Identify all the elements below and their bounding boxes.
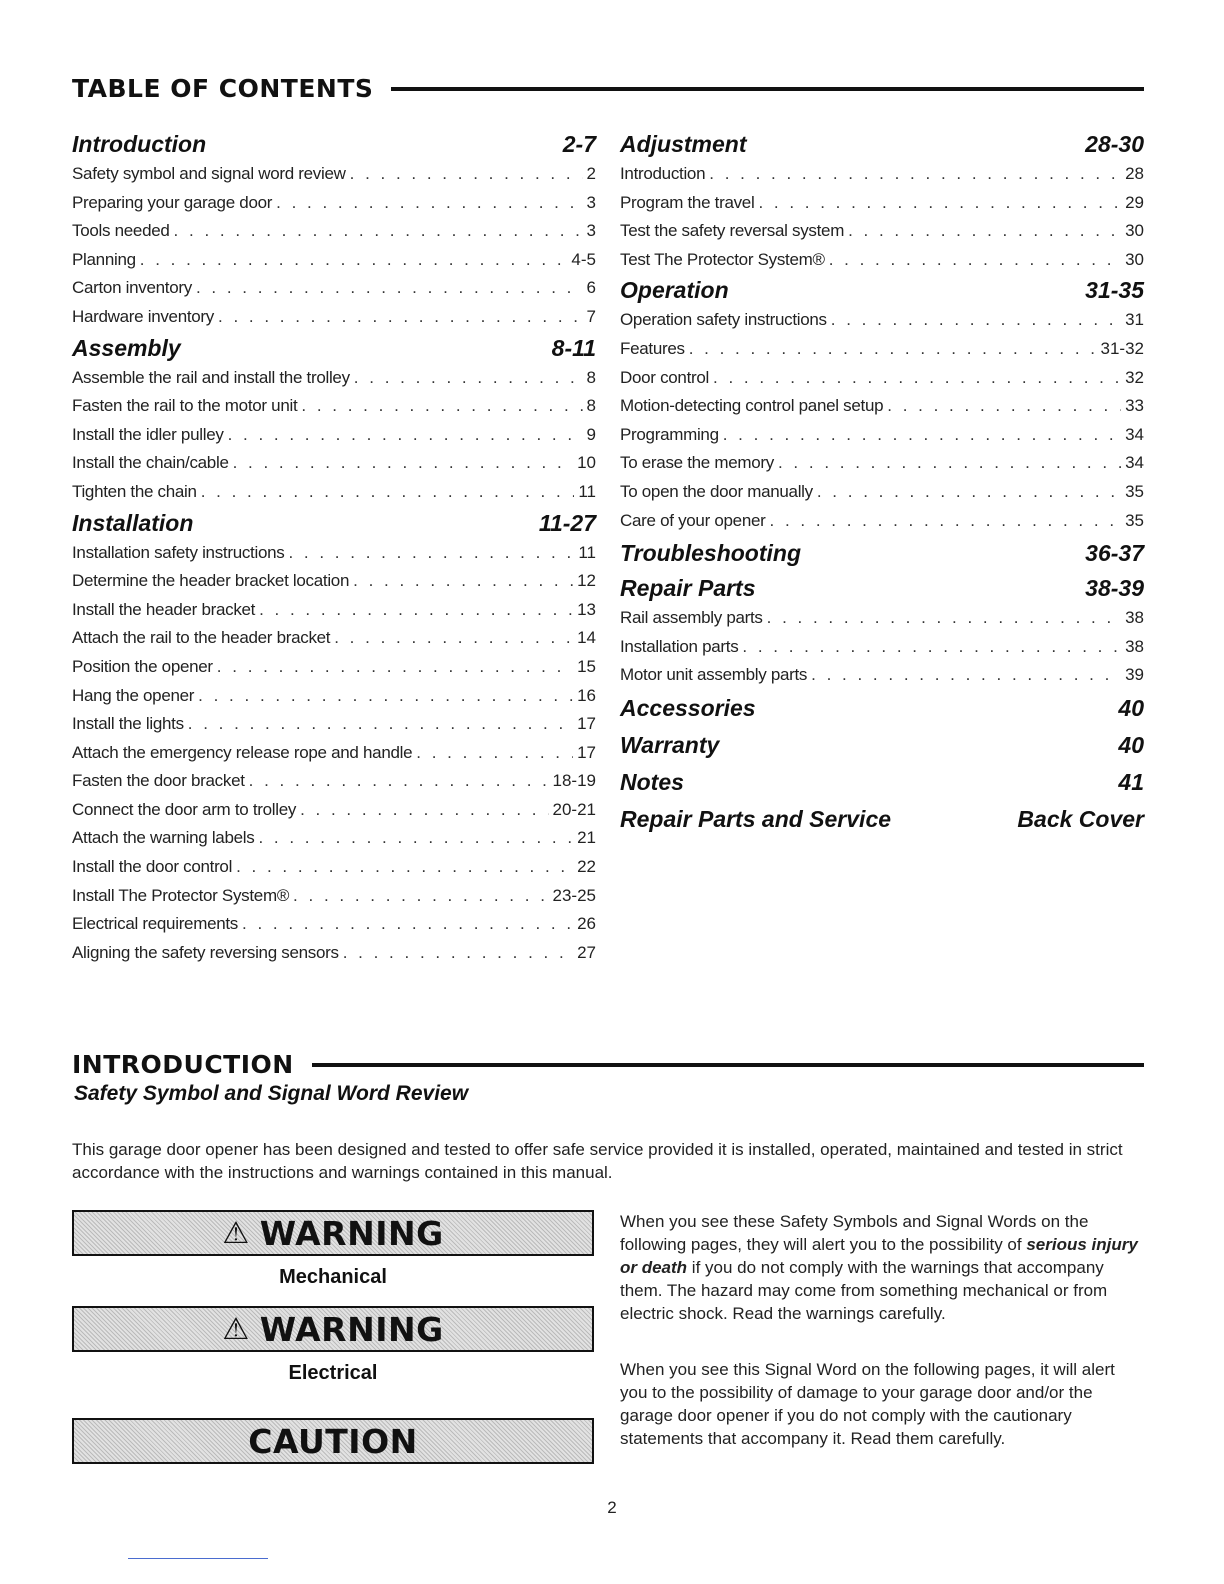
toc-dot-leader: [689, 335, 1097, 364]
toc-dot-leader: [350, 160, 583, 189]
toc-dot-leader: [758, 189, 1121, 218]
toc-dot-leader: [709, 160, 1121, 189]
toc-entry: [72, 160, 596, 189]
toc-entry-label: Features: [620, 338, 685, 358]
toc-section-heading: [72, 507, 596, 539]
toc-entry: [72, 364, 596, 393]
toc-entry-label: Test The Protector System®: [620, 249, 825, 269]
toc-section-heading: [620, 128, 1144, 160]
toc-entry: [72, 853, 596, 882]
toc-entry-label: Install the door control: [72, 857, 233, 877]
toc-dot-leader: [887, 392, 1121, 421]
toc-dot-leader: [288, 539, 574, 568]
toc-dot-leader: [174, 217, 583, 246]
toc-entry: [72, 939, 596, 968]
toc-entry: [620, 217, 1144, 246]
toc-entry-label: Care of your opener: [620, 510, 766, 530]
toc-entry: [620, 478, 1144, 507]
toc-entry-label: Door control: [620, 367, 709, 387]
toc-entry-page: 22: [577, 857, 596, 877]
toc-entry-page: 38: [1125, 636, 1144, 656]
toc-section-title: Accessories: [620, 694, 756, 721]
toc-entry-label: Hang the opener: [72, 685, 195, 705]
toc-entry-page: 35: [1125, 510, 1144, 530]
toc-entry-label: Carton inventory: [72, 278, 192, 298]
toc-entry: [72, 274, 596, 303]
toc-entry: [620, 364, 1144, 393]
toc-entry-page: 28: [1125, 164, 1144, 183]
toc-entry: [72, 910, 596, 939]
toc-entry-label: Hardware inventory: [72, 306, 214, 326]
toc-entry-label: Electrical requirements: [72, 914, 238, 934]
toc-entry-label: Planning: [72, 249, 136, 269]
toc-dot-leader: [242, 910, 573, 939]
toc-section-heading: [620, 572, 1144, 604]
warning-electrical-label: WARNING: [259, 1309, 444, 1349]
toc-section-title: Repair Parts: [620, 575, 756, 602]
warning-mechanical-label: WARNING: [259, 1213, 444, 1253]
toc-section-pages: 11-27: [538, 509, 596, 536]
toc-section-title: Installation: [72, 509, 194, 536]
toc-section-pages: 31-35: [1085, 277, 1144, 304]
toc-section-pages: 40: [1118, 731, 1144, 758]
toc-section-pages: 28-30: [1085, 131, 1144, 157]
toc-entry-label: Safety symbol and signal word review: [72, 164, 346, 183]
toc-entry: [72, 567, 596, 596]
toc-entry-page: 8: [586, 367, 596, 387]
toc-entry-label: Attach the rail to the header bracket: [72, 628, 331, 648]
toc-section-heading: [620, 801, 1144, 838]
toc-entry: [620, 661, 1144, 690]
toc-entry-page: 32: [1125, 367, 1144, 387]
toc-entry-page: 31-32: [1100, 338, 1144, 358]
toc-entry: [72, 682, 596, 711]
toc-section-title: Troubleshooting: [620, 540, 802, 567]
toc-entry-page: 16: [577, 685, 596, 705]
toc-dot-leader: [811, 661, 1121, 690]
toc-section-pages: 2-7: [562, 131, 596, 157]
toc-entry-label: Install the idler pulley: [72, 424, 224, 444]
toc-entry-label: Preparing your garage door: [72, 192, 273, 212]
toc-entry-label: Rail assembly parts: [620, 608, 763, 628]
toc-entry-label: Installation safety instructions: [72, 542, 285, 562]
toc-entry: [72, 710, 596, 739]
toc-entry-label: Aligning the safety reversing sensors: [72, 942, 339, 962]
toc-dot-leader: [201, 478, 575, 507]
toc-dot-leader: [848, 217, 1121, 246]
toc-entry-page: 12: [577, 571, 596, 591]
toc-entry-label: Install The Protector System®: [72, 885, 290, 905]
toc-section-pages: Back Cover: [1017, 805, 1144, 832]
toc-entry-label: Test the safety reversal system: [620, 221, 845, 241]
toc-section-title: Notes: [620, 768, 684, 795]
caution-label: CAUTION: [248, 1421, 418, 1461]
toc-dot-leader: [233, 449, 573, 478]
toc-entry-page: 18-19: [552, 771, 596, 791]
toc-entry-label: Installation parts: [620, 636, 739, 656]
toc-entry: [620, 392, 1144, 421]
toc-entry-page: 7: [586, 306, 596, 326]
toc-dot-leader: [188, 710, 573, 739]
toc-entry-label: To open the door manually: [620, 481, 813, 501]
toc-entry: [620, 189, 1144, 218]
toc-entry-page: 26: [577, 914, 596, 934]
toc-entry-page: 35: [1125, 481, 1144, 501]
toc-entry-page: 10: [577, 453, 596, 473]
toc-dot-leader: [293, 882, 548, 911]
toc-section-title: Repair Parts and Service: [620, 805, 892, 832]
toc-entry: [620, 160, 1144, 189]
toc-entry: [620, 421, 1144, 450]
toc-title: TABLE OF CONTENTS: [72, 74, 374, 103]
toc-entry-label: Attach the warning labels: [72, 828, 255, 848]
toc-section-title: Operation: [620, 277, 729, 304]
toc-entry-page: 27: [577, 942, 596, 962]
toc-entry: [72, 624, 596, 653]
toc-entry: [620, 335, 1144, 364]
toc-entry-label: Connect the door arm to trolley: [72, 799, 297, 819]
toc-entry-page: 38: [1125, 608, 1144, 628]
toc-entry-label: To erase the memory: [620, 453, 774, 473]
toc-dot-leader: [778, 449, 1121, 478]
toc-dot-leader: [723, 421, 1121, 450]
toc-dot-leader: [416, 739, 573, 768]
toc-entry-page: 11: [578, 481, 596, 501]
toc-entry-page: 20-21: [552, 799, 596, 819]
toc-section-pages: 38-39: [1085, 575, 1144, 602]
toc-section-heading: [72, 332, 596, 364]
toc-entry-label: Fasten the rail to the motor unit: [72, 396, 298, 416]
toc-dot-leader: [196, 274, 583, 303]
toc-entry-page: 14: [577, 628, 596, 648]
toc-entry-label: Assemble the rail and install the trolley: [72, 367, 350, 387]
toc-entry-page: 2: [586, 164, 596, 183]
toc-dot-leader: [831, 306, 1121, 335]
toc-entry: [72, 653, 596, 682]
toc-entry-page: 4-5: [571, 249, 596, 269]
warning-symbol-icon: ⚠: [222, 1215, 250, 1251]
toc-entry-label: Install the lights: [72, 714, 184, 734]
toc-entry: [72, 303, 596, 332]
toc-dot-leader: [228, 421, 583, 450]
toc-dot-leader: [198, 682, 573, 711]
toc-dot-leader: [829, 246, 1121, 275]
toc-dot-leader: [218, 303, 583, 332]
toc-entry: [72, 824, 596, 853]
toc-entry-label: Motor unit assembly parts: [620, 665, 808, 685]
caution-explanation: When you see this Signal Word on the following pages, it will alert you to the possibility of damage to your garage door and/or the garage door opener if you do not comply with the cautionary statements that accompany it. Read them carefully.: [620, 1360, 1115, 1448]
intro-header: [72, 1050, 1144, 1079]
toc-header-rule: [391, 87, 1144, 91]
intro-header-rule: [312, 1063, 1144, 1067]
toc-section-heading: [620, 764, 1144, 801]
toc-dot-leader: [301, 392, 582, 421]
toc-section-title: Assembly: [72, 334, 181, 361]
warning-explanation-after: if you do not comply with the warnings that accompany them. The hazard may come from something mechanical or from electric shock. Read the warnings carefully.: [620, 1258, 1108, 1323]
toc-entry: [72, 739, 596, 768]
caution-sign: [72, 1418, 594, 1464]
toc-entry-label: Tighten the chain: [72, 481, 197, 501]
toc-entry-page: 8: [586, 396, 596, 416]
toc-entry: [620, 604, 1144, 633]
toc-entry: [72, 189, 596, 218]
toc-entry-label: Programming: [620, 424, 719, 444]
toc-entry-page: 39: [1125, 665, 1144, 685]
warning-electrical-caption: Electrical: [288, 1362, 378, 1384]
toc-entry: [72, 478, 596, 507]
toc-dot-leader: [353, 567, 573, 596]
toc-entry: [72, 217, 596, 246]
toc-entry: [72, 767, 596, 796]
toc-entry: [620, 306, 1144, 335]
toc-section-title: Introduction: [72, 131, 207, 157]
toc-entry-page: 15: [577, 656, 596, 676]
toc-entry-label: Install the chain/cable: [72, 453, 229, 473]
toc-entry-page: 30: [1125, 249, 1144, 269]
toc-entry-page: 33: [1125, 396, 1144, 416]
toc-entry-page: 23-25: [552, 885, 596, 905]
warning-electrical-sign: [72, 1306, 594, 1352]
toc-entry-page: 34: [1125, 424, 1144, 444]
toc-section-pages: 36-37: [1085, 540, 1144, 567]
toc-entry: [72, 421, 596, 450]
toc-dot-leader: [258, 824, 573, 853]
toc-section-pages: 40: [1118, 694, 1144, 721]
toc-entry: [72, 882, 596, 911]
toc-entry-page: 17: [577, 714, 596, 734]
toc-entry-page: 9: [586, 424, 596, 444]
toc-entry: [72, 796, 596, 825]
warning-explanation-before: When you see these Safety Symbols and Signal Words on the following pages, they will alert you to the possibility of: [620, 1212, 1089, 1254]
toc-entry: [620, 633, 1144, 662]
toc-section-title: Adjustment: [620, 131, 747, 157]
toc-entry: [72, 246, 596, 275]
toc-entry-label: Determine the header bracket location: [72, 571, 350, 591]
warning-mechanical-caption: Mechanical: [279, 1266, 387, 1288]
toc-entry-page: 6: [586, 278, 596, 298]
toc-entry: [620, 449, 1144, 478]
toc-section-heading: [620, 274, 1144, 306]
toc-entry-label: Tools needed: [72, 221, 170, 241]
toc-section-pages: 41: [1118, 768, 1144, 795]
toc-dot-leader: [300, 796, 548, 825]
toc-dot-leader: [817, 478, 1121, 507]
intro-title: INTRODUCTION: [72, 1050, 294, 1079]
toc-dot-leader: [217, 653, 573, 682]
toc-entry-label: Attach the emergency release rope and handle: [72, 742, 413, 762]
toc-entry-page: 29: [1125, 192, 1144, 212]
warning-explanation: [620, 1210, 1145, 1325]
toc-entry-label: Introduction: [620, 164, 706, 183]
toc-entry: [72, 449, 596, 478]
warning-explanation-emphasis: serious injury or death: [620, 1235, 1138, 1277]
toc-entry-page: 30: [1125, 221, 1144, 241]
toc-dot-leader: [140, 246, 568, 275]
toc-entry-label: Operation safety instructions: [620, 310, 827, 330]
toc-section-pages: 8-11: [551, 334, 596, 361]
footer-link-line: [128, 1558, 268, 1559]
toc-dot-leader: [770, 507, 1122, 536]
toc-dot-leader: [767, 604, 1121, 633]
toc-entry: [72, 539, 596, 568]
toc-section-heading: [72, 128, 596, 160]
toc-entry: [72, 392, 596, 421]
toc-right-column: [620, 128, 1144, 838]
toc-section-title: Warranty: [620, 731, 720, 758]
toc-dot-leader: [713, 364, 1121, 393]
toc-entry-page: 31: [1125, 310, 1144, 330]
warning-mechanical-sign: [72, 1210, 594, 1256]
toc-section-heading: [620, 690, 1144, 727]
intro-paragraph: This garage door opener has been designed and tested to offer safe service provided it is installed, operated, maintained and tested in strict accordance with the instructions and warnings contained in this manual.: [72, 1140, 1123, 1182]
toc-entry-page: 17: [577, 742, 596, 762]
toc-entry-label: Position the opener: [72, 656, 213, 676]
toc-dot-leader: [354, 364, 583, 393]
toc-header: [72, 74, 1144, 103]
toc-dot-leader: [343, 939, 573, 968]
toc-section-heading: [620, 727, 1144, 764]
toc-entry-label: Install the header bracket: [72, 599, 256, 619]
toc-dot-leader: [249, 767, 549, 796]
toc-dot-leader: [276, 189, 582, 218]
toc-entry: [620, 507, 1144, 536]
toc-entry-page: 3: [586, 221, 596, 241]
toc-dot-leader: [334, 624, 573, 653]
toc-section-heading: [620, 535, 1144, 572]
toc-entry-page: 3: [586, 192, 596, 212]
toc-entry: [72, 596, 596, 625]
toc-dot-leader: [742, 633, 1121, 662]
intro-subtitle: Safety Symbol and Signal Word Review: [74, 1082, 469, 1105]
toc-entry-label: Fasten the door bracket: [72, 771, 245, 791]
toc-entry: [620, 246, 1144, 275]
toc-dot-leader: [259, 596, 573, 625]
toc-dot-leader: [236, 853, 573, 882]
toc-entry-label: Program the travel: [620, 192, 755, 212]
toc-entry-label: Motion-detecting control panel setup: [620, 396, 884, 416]
page-number: 2: [607, 1498, 617, 1517]
toc-left-column: [72, 128, 596, 967]
toc-entry-page: 13: [577, 599, 596, 619]
electric-warning-symbol-icon: ⚠: [222, 1311, 250, 1347]
toc-entry-page: 21: [577, 828, 596, 848]
toc-entry-page: 34: [1125, 453, 1144, 473]
toc-entry-page: 11: [578, 542, 596, 562]
